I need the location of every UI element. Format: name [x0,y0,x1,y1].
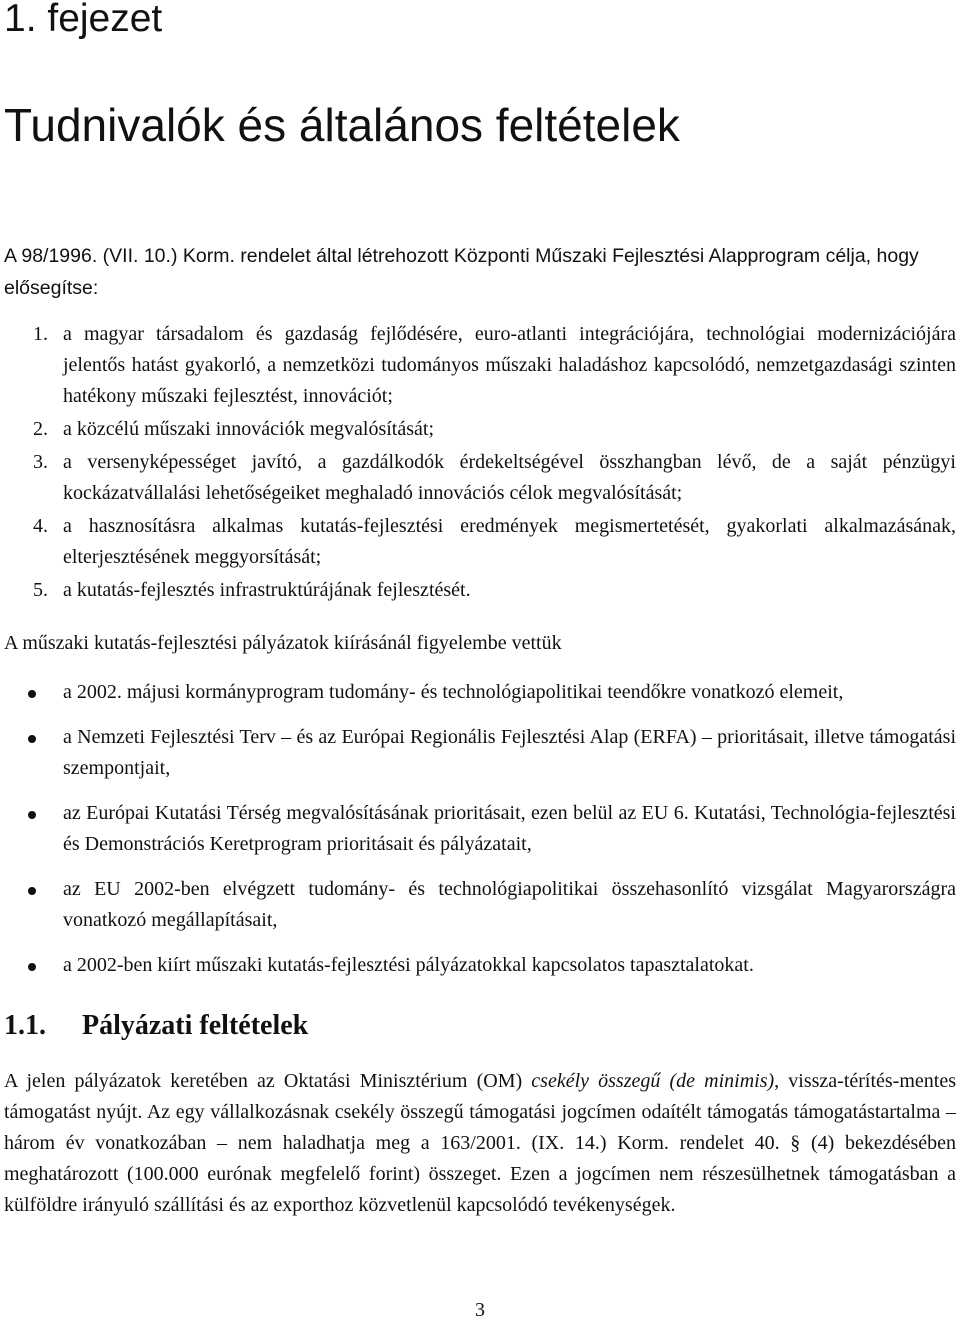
list-item [4,950,956,981]
considerations-list [4,677,956,995]
section-text-rest: , vissza-térítés-mentes támogatást nyújt. Az egy vállalkozásnak csekély összegű támogatási jogcímen odaítélt támogatás támogatástartalma – három év vonatkozában – nem haladhatja meg a 163/2001. (IX. 14.) Korm. rendelet 40. § (4) bekezdésében meghatározott (100.000 eurónak megfelelő forint) összeget. Ezen a jogcímen nem részesülhetnek támogatásban a külföldre irányuló szállítási és az exporthoz közvetlenül kapcsolódó tevékenységek. [4,1070,956,1216]
bullet-icon [28,963,36,971]
list-item [4,511,956,573]
section-number: 1.1. [4,1010,46,1041]
list-item-number: 5. [33,579,48,601]
list-item-number: 2. [33,418,48,440]
bullet-icon [28,735,36,743]
list-item [4,319,956,412]
intro-paragraph: A 98/1996. (VII. 10.) Korm. rendelet által létrehozott Központi Műszaki Fejlesztési Alapprogram célja, hogy elősegítse: [4,245,919,299]
list-item-text: a magyar társadalom és gazdaság fejlődésére, euro-atlanti integrációjára, technológiai modernizációjára jelentős hatást gyakorló, a nemzetközi tudományos műszaki haladáshoz kapcsolódó, nemzetgazdasági szinten hatékony műszaki fejlesztést, innovációt; [63,323,956,407]
page-number: 3 [475,1299,485,1321]
list-item-number: 1. [33,323,48,345]
list-item-text: a Nemzeti Fejlesztési Terv – és az Európai Regionális Fejlesztési Alap (ERFA) – prioritásait, illetve támogatási szempontjait, [63,726,956,779]
list-item [4,874,956,936]
list-item [4,798,956,860]
bullet-icon [28,811,36,819]
section-text-start: A jelen pályázatok keretében az Oktatási Minisztérium (OM) [4,1070,532,1092]
list-item [4,414,956,445]
section-text-emphasis: csekély összegű (de minimis) [531,1070,775,1092]
section-title: Pályázati feltételek [82,1010,309,1041]
chapter-label: 1. fejezet [4,0,163,40]
list-item-text: a 2002. májusi kormányprogram tudomány- és technológiapolitikai teendőkre vonatkozó elemeit, [63,681,844,703]
list-item [4,575,956,606]
chapter-title: Tudnivalók és általános feltételek [4,99,680,151]
list-item-number: 3. [33,451,48,473]
considerations-lead: A műszaki kutatás-fejlesztési pályázatok kiírásánál figyelembe vettük [4,632,562,654]
list-item-text: az EU 2002-ben elvégzett tudomány- és technológiapolitikai összehasonlító vizsgálat Magyarországra vonatkozó megállapításait, [63,878,956,931]
list-item [4,677,956,708]
list-item-text: a hasznosításra alkalmas kutatás-fejlesztési eredmények megismertetését, gyakorlati alkalmazásának, elterjesztésének meggyorsítását; [63,515,956,568]
list-item-text: a közcélú műszaki innovációk megvalósítását; [63,418,434,440]
section-paragraph [4,1066,956,1221]
bullet-icon [28,887,36,895]
list-item-text: az Európai Kutatási Térség megvalósításának prioritásait, ezen belül az EU 6. Kutatási, Technológia-fejlesztési és Demonstrációs Keretprogram prioritásait és pályázatait, [63,802,956,855]
section-heading [4,1006,308,1046]
list-item-text: a kutatás-fejlesztés infrastruktúrájának fejlesztését. [63,579,471,601]
list-item-text: a 2002-ben kiírt műszaki kutatás-fejlesztési pályázatokkal kapcsolatos tapasztalatokat. [63,954,754,976]
bullet-icon [28,690,36,698]
list-item [4,447,956,509]
list-item-number: 4. [33,515,48,537]
goals-list [4,319,956,608]
list-item [4,722,956,784]
list-item-text: a versenyképességet javító, a gazdálkodók érdekeltségével összhangban lévő, de a saját pénzügyi kockázatvállalási lehetőségeiket meghaladó innovációs célok megvalósítását; [63,451,956,504]
